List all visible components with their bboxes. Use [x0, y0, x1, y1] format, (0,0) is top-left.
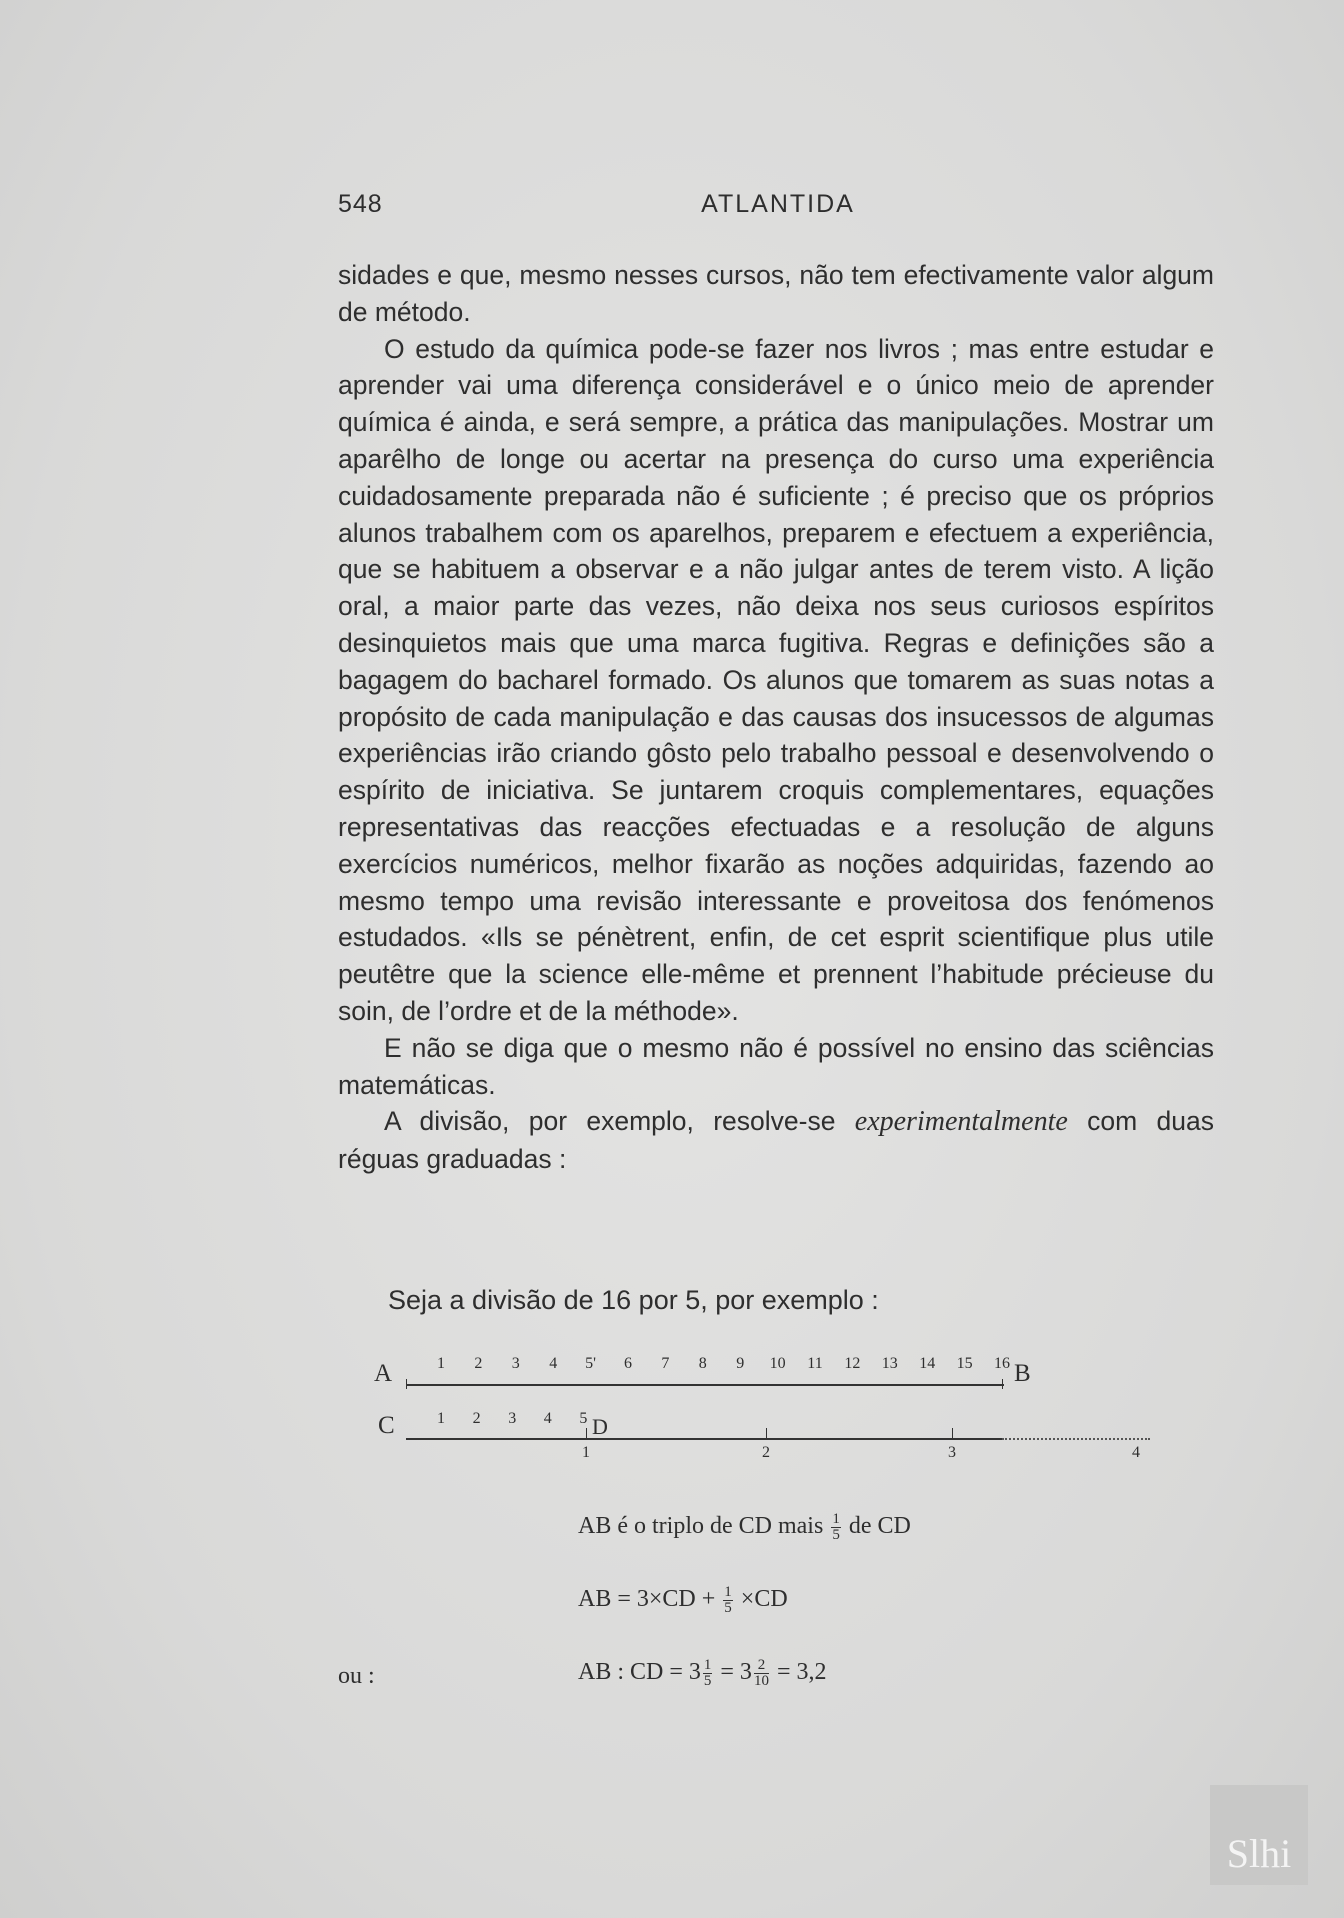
ruler-cd-tick-label-4: 4 [543, 1410, 552, 1427]
frac-denominator: 5 [724, 1600, 732, 1616]
example-intro: Seja a divisão de 16 por 5, por exemplo : [388, 1285, 879, 1315]
paragraph-mathematics: E não se diga que o mesmo não é possível no ensino das sciências matemáticas. [338, 1032, 1214, 1100]
ruler-cd-end-label: D [592, 1414, 608, 1439]
fraction-two-tenths [754, 1658, 769, 1689]
ruler-cd-tick-label-5: 5 [579, 1410, 588, 1427]
ruler-ab-tick-label-10: 10 [769, 1355, 786, 1372]
formula-1-text: AB é o triplo de CD mais [578, 1513, 824, 1540]
ruler-ab-line [406, 1384, 1004, 1386]
library-logo: Slhi [1210, 1785, 1308, 1885]
division-text-before: A divisão, por exemplo, resolve-se [384, 1106, 855, 1137]
formula-line-3-label: ou : [338, 1663, 375, 1689]
paragraph-chemistry: O estudo da química pode-se fazer nos livros ; mas entre estudar e aprender vai uma diferença considerável e o único meio de aprender química é ainda, e será sempre, a prática das manipulações. Mostrar um aparêlho de longe ou acertar na presença do curso uma experiência cuidadosamente preparada não é suficiente ; é preciso que os próprios alunos trabalhem com os aparelhos, preparem e efectuem a experiência, que se habituem a observar e a não julgar antes de terem visto. A lição oral, a maior parte das vezes, não deixa nos seus curiosos espíritos desinquietos mais que uma marca fugitiva. Regras e definições são a bagagem do bacharel formado. Os alunos que tomarem as suas notas a propósito de cada manipulação e das causas dos insucessos de algumas experiências irão criando gôsto pelo trabalho pessoal e desenvolvendo o espírito de iniciativa. Se juntarem croquis complementares, equações representativas das reacções efectuadas e a resolução de alguns exercícios numéricos, melhor fixarão as noções adquiridas, fazendo ao mesmo tempo uma revisão interessante e proveitosa dos fenómenos estudados. «Ils se pénètrent, enfin, de cet esprit scientifique plus utile peutêtre que la science elle-même et prennent l’habitude précieuse du soin, de l’ordre et de la méthode». [338, 333, 1214, 1026]
ruler-ab-tick-label-2: 2 [474, 1355, 483, 1372]
frac-denominator: 5 [703, 1673, 712, 1689]
division-text-after: com duas réguas graduadas : [338, 1106, 1214, 1175]
paragraph-continuation: sidades e que, mesmo nesses cursos, não tem efectivamente valor algum de método. [338, 260, 1214, 327]
ruler-ab-tick-label-7: 7 [661, 1355, 670, 1372]
ruler-ab-end-tick [1002, 1379, 1003, 1389]
paragraph-division [338, 1103, 1214, 1178]
formula-line-1 [578, 1512, 911, 1543]
ruler-cd-repeat-label-2: 2 [762, 1444, 770, 1461]
division-emphasis: experimentalmente [854, 1106, 1068, 1138]
formula-line-2 [578, 1585, 788, 1616]
frac-numerator: 1 [703, 1657, 712, 1673]
ruler-ab-tick-label-12: 12 [844, 1355, 861, 1372]
frac-denominator: 10 [753, 1673, 769, 1689]
ruler-ab-start-tick [406, 1379, 407, 1389]
page-number: 548 [338, 190, 383, 218]
ruler-ab-tick-label-14: 14 [919, 1355, 936, 1372]
formula-2-suffix: ×CD [740, 1586, 788, 1613]
ruler-cd-tick-d [586, 1428, 587, 1438]
formula-3-text: AB : CD = 3 [578, 1659, 701, 1686]
journal-title: ATLANTIDA [701, 190, 855, 218]
formula-1-suffix: de CD [848, 1513, 911, 1540]
ruler-ab-tick-label-11: 11 [807, 1355, 823, 1372]
ruler-ab-tick-label-5: 5' [585, 1355, 597, 1372]
ruler-ab-tick-label-15: 15 [956, 1355, 973, 1372]
ruler-ab-tick-label-6: 6 [624, 1355, 632, 1372]
ruler-ab-tick-label-4: 4 [549, 1355, 558, 1372]
article-body [338, 257, 1214, 1178]
ruler-cd-repeat-label-1: 1 [582, 1444, 590, 1461]
page-header [338, 190, 1218, 230]
formula-3-mid: = 3 [720, 1659, 752, 1686]
fraction-one-fifth [831, 1512, 841, 1543]
ruler-ab-tick-label-9: 9 [736, 1355, 745, 1372]
ruler-cd-repeat-label-3: 3 [948, 1444, 956, 1461]
frac-numerator: 1 [832, 1511, 840, 1527]
ruler-cd-tick-label-2: 2 [472, 1410, 481, 1427]
ruler-ab-tick-label-13: 13 [881, 1355, 898, 1372]
ruler-cd-start-label: C [378, 1412, 395, 1439]
ruler-cd-tick-3 [952, 1428, 953, 1438]
fraction-one-fifth [723, 1585, 733, 1616]
fraction-one-fifth [703, 1658, 713, 1689]
ruler-cd-tick-label-1: 1 [437, 1410, 445, 1427]
frac-denominator: 5 [832, 1527, 840, 1543]
ruler-ab-tick-label-3: 3 [511, 1355, 520, 1372]
ruler-diagram [370, 1350, 1150, 1460]
formula-2-text: AB = 3×CD + [578, 1586, 716, 1613]
ruler-cd-tick-label-3: 3 [508, 1410, 517, 1427]
frac-numerator: 2 [754, 1658, 769, 1674]
ruler-ab-tick-label-8: 8 [698, 1355, 707, 1372]
ruler-ab-end-label: B [1014, 1360, 1031, 1387]
ruler-ab-tick-label-1: 1 [437, 1355, 445, 1372]
ruler-cd-repeat-label-4: 4 [1132, 1444, 1140, 1461]
ruler-ab-start-label: A [374, 1360, 393, 1387]
ruler-cd-line [406, 1438, 1002, 1440]
formula-line-3 [578, 1658, 826, 1689]
formula-3-result: = 3,2 [776, 1659, 827, 1686]
frac-numerator: 1 [724, 1584, 732, 1600]
ruler-cd-extension [1002, 1438, 1150, 1440]
ruler-cd-tick-2 [766, 1428, 767, 1438]
ruler-ab-tick-label-16: 16 [994, 1355, 1010, 1372]
